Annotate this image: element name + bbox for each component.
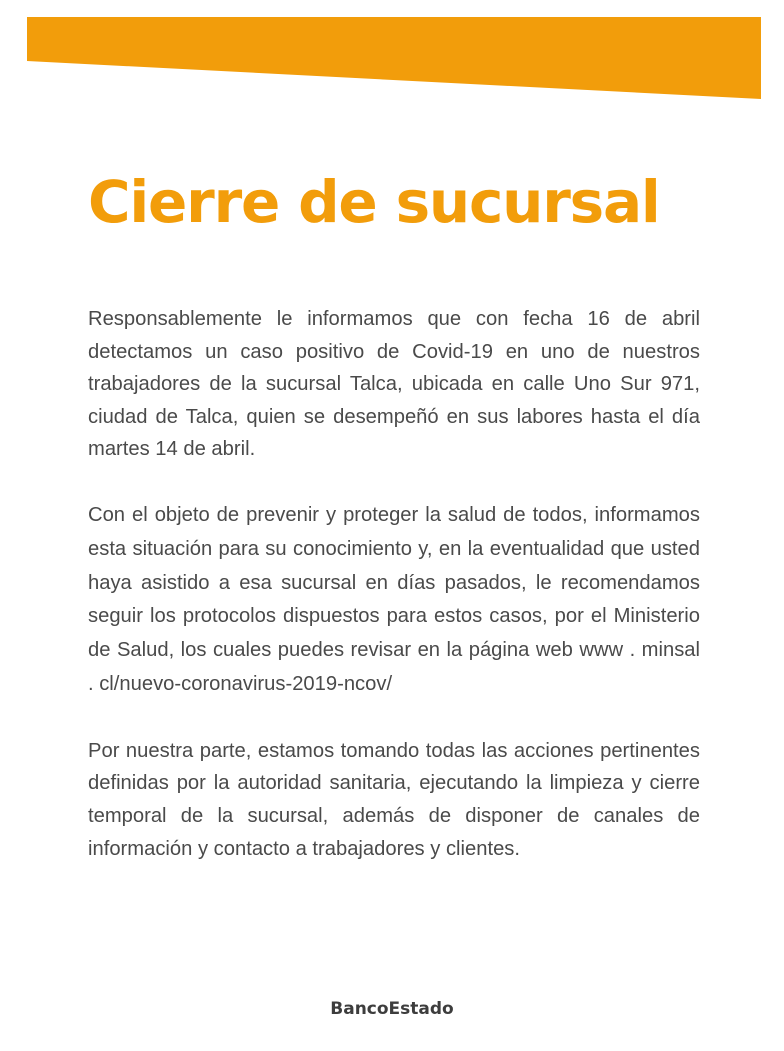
paragraph-recommendation: Con el objeto de prevenir y proteger la salud de todos, informamos esta situación para su conocimiento y, en la eventualidad que usted haya asistido a esa sucursal en días pasados, le recomendamos seguir los protocolos dispuestos para estos casos, por el Ministerio de Salud, los cuales puedes revisar en la página web www . minsal . cl/nuevo-coronavirus-2019-ncov/ (88, 503, 700, 695)
orange-banner-shape (0, 0, 784, 110)
notice-body (88, 303, 700, 898)
paragraph-actions: Por nuestra parte, estamos tomando todas las acciones pertinentes definidas por la autoridad sanitaria, ejecutando la limpieza y cierre temporal de la sucursal, además de disponer de canales de información y contacto a trabajadores y clientes. (88, 739, 700, 860)
page-title: Cierre de sucursal (88, 168, 660, 236)
top-banner (0, 0, 784, 110)
brand-signature: BancoEstado (330, 999, 454, 1019)
paragraph-case-report: Responsablemente le informamos que con fecha 16 de abril detectamos un caso positivo de Covid-19 en uno de nuestros trabajadores de la sucursal Talca, ubicada en calle Uno Sur 971, ciudad de Talca, quien se desempeñó en sus labores hasta el día martes 14 de abril. (88, 308, 700, 461)
